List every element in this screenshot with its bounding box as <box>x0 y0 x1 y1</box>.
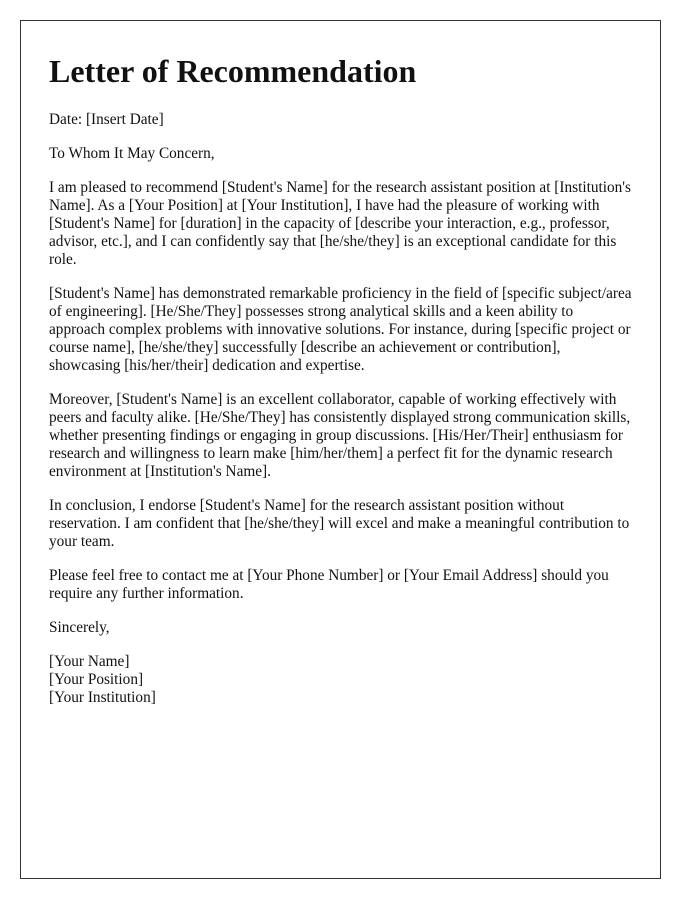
signature-position: [Your Position] <box>49 671 144 688</box>
paragraph-introduction: I am pleased to recommend [Student's Name] for the research assistant position at [Institution's Name]. As a [Your Position] at [Your Institution], I have had the pleasure of working with [Student's Name] for [duration] in the capacity of [describe your interaction, e.g., professor, advisor, etc.], and I can confidently say that [he/she/they] is an exceptional candidate for this role. <box>49 179 631 268</box>
signature-block <box>49 653 632 707</box>
paragraph-collaboration: Moreover, [Student's Name] is an excellent collaborator, capable of working effectively with peers and faculty alike. [He/She/They] has consistently displayed strong communication skills, whether presenting findings or engaging in group discussions. [His/Her/Their] enthusiasm for research and willingness to learn make [him/her/them] a perfect fit for the dynamic research environment at [Institution's Name]. <box>49 391 631 480</box>
paragraph-conclusion: In conclusion, I endorse [Student's Name] for the research assistant position without reservation. I am confident that [he/she/they] will excel and make a meaningful contribution to your team. <box>49 497 630 550</box>
paragraph-proficiency: [Student's Name] has demonstrated remarkable proficiency in the field of [specific subject/area of engineering]. [He/She/They] possesses strong analytical skills and a keen ability to approach complex problems with innovative solutions. For instance, during [specific project or course name], [he/she/they] successfully [describe an achievement or contribution], showcasing [his/her/their] dedication and expertise. <box>49 285 632 374</box>
signature-name: [Your Name] <box>49 653 130 670</box>
salutation: To Whom It May Concern, <box>49 145 215 162</box>
date-line: Date: [Insert Date] <box>49 111 164 128</box>
signature-institution: [Your Institution] <box>49 689 156 706</box>
letter-title: Letter of Recommendation <box>49 53 417 89</box>
closing: Sincerely, <box>49 619 110 636</box>
paragraph-contact: Please feel free to contact me at [Your Phone Number] or [Your Email Address] should you require any further information. <box>49 567 609 602</box>
letter-page <box>20 20 661 879</box>
